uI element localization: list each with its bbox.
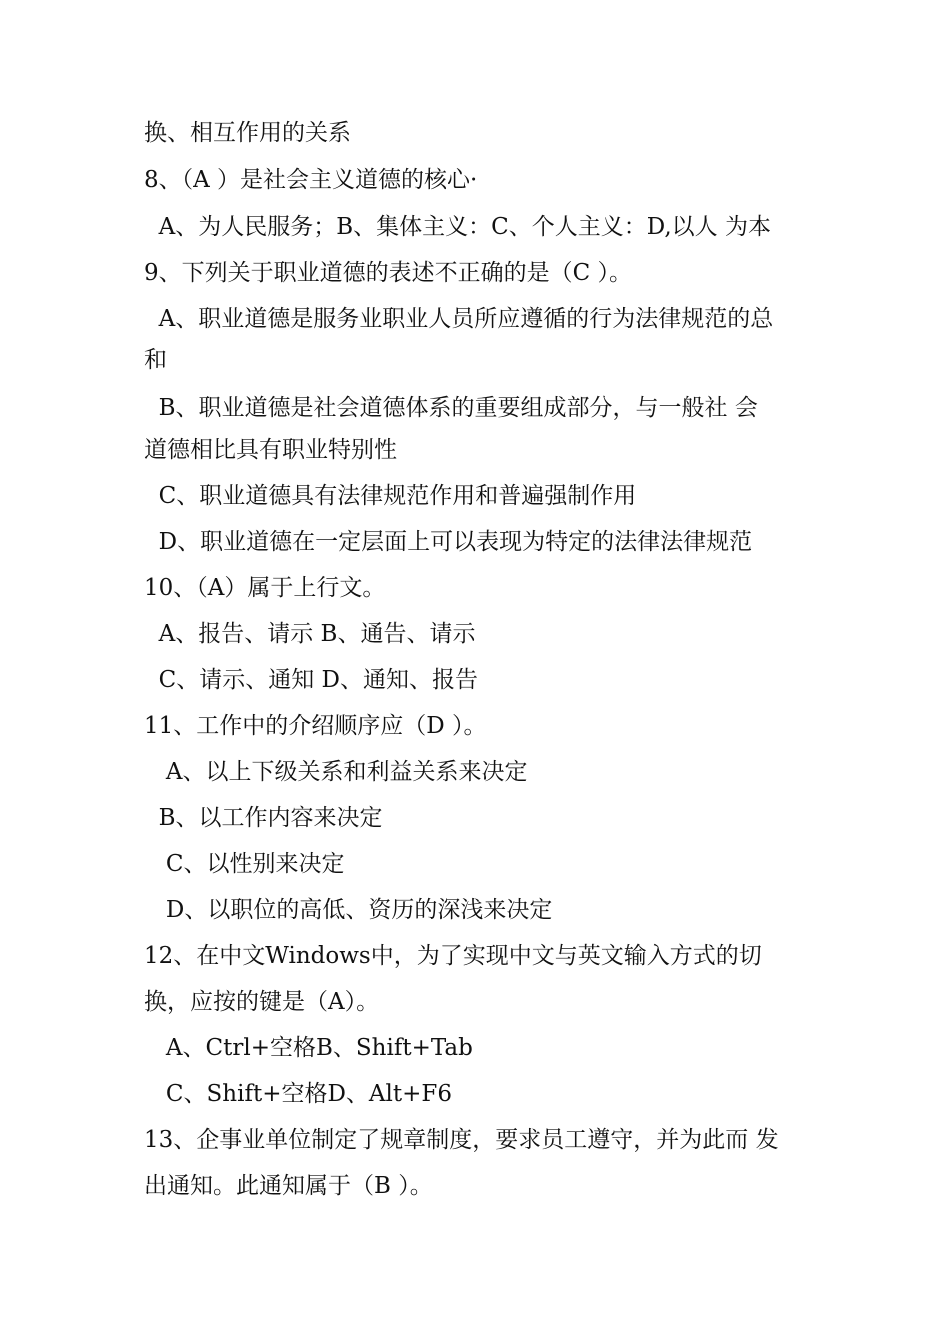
question-11: 11、工作中的介绍顺序应（D ）。 <box>144 713 487 739</box>
question-9-option-d: D、职业道德在一定层面上可以表现为特定的法律法律规范 <box>144 529 753 555</box>
question-10: 10、（A）属于上行文。 <box>144 575 386 601</box>
question-12-cont: 换，应按的键是（A）。 <box>144 989 380 1015</box>
question-12-options-ab: A、Ctrl+空格B、Shift+Tab <box>144 1035 473 1061</box>
question-9: 9、下列关于职业道德的表述不正确的是（C ）。 <box>144 260 633 286</box>
question-9-option-b: B、职业道德是社会道德体系的重要组成部分，与一般社 会 <box>144 395 758 421</box>
question-10-options-cd: C、请示、通知 D、通知、报告 <box>144 667 478 693</box>
question-13-cont: 出通知。此通知属于（B ）。 <box>144 1173 433 1199</box>
question-11-option-b: B、以工作内容来决定 <box>144 805 383 831</box>
question-11-option-c: C、以性别来决定 <box>144 851 345 877</box>
question-13: 13、企事业单位制定了规章制度，要求员工遵守，并为此而 发 <box>144 1127 779 1153</box>
question-12: 12、在中文Windows中，为了实现中文与英文输入方式的切 <box>144 943 762 969</box>
question-11-option-a: A、以上下级关系和利益关系来决定 <box>144 759 528 785</box>
question-9-option-b-cont: 道德相比具有职业特别性 <box>144 437 397 463</box>
question-8-options: A、为人民服务；B、集体主义：C、个人主义：D,以人 为本 <box>144 214 771 240</box>
question-9-option-c: C、职业道德具有法律规范作用和普遍强制作用 <box>144 483 637 509</box>
question-10-options-ab: A、报告、请示 B、通告、请示 <box>144 621 476 647</box>
question-9-option-a-cont: 和 <box>144 347 167 373</box>
question-8: 8、（A ）是社会主义道德的核心· <box>144 167 478 193</box>
question-11-option-d: D、以职位的高低、资历的深浅来决定 <box>144 897 553 923</box>
text-line: 换、相互作用的关系 <box>144 120 351 146</box>
question-9-option-a: A、职业道德是服务业职业人员所应遵循的行为法律规范的总 <box>144 306 774 332</box>
question-12-options-cd: C、Shift+空格D、Alt+F6 <box>144 1081 452 1107</box>
